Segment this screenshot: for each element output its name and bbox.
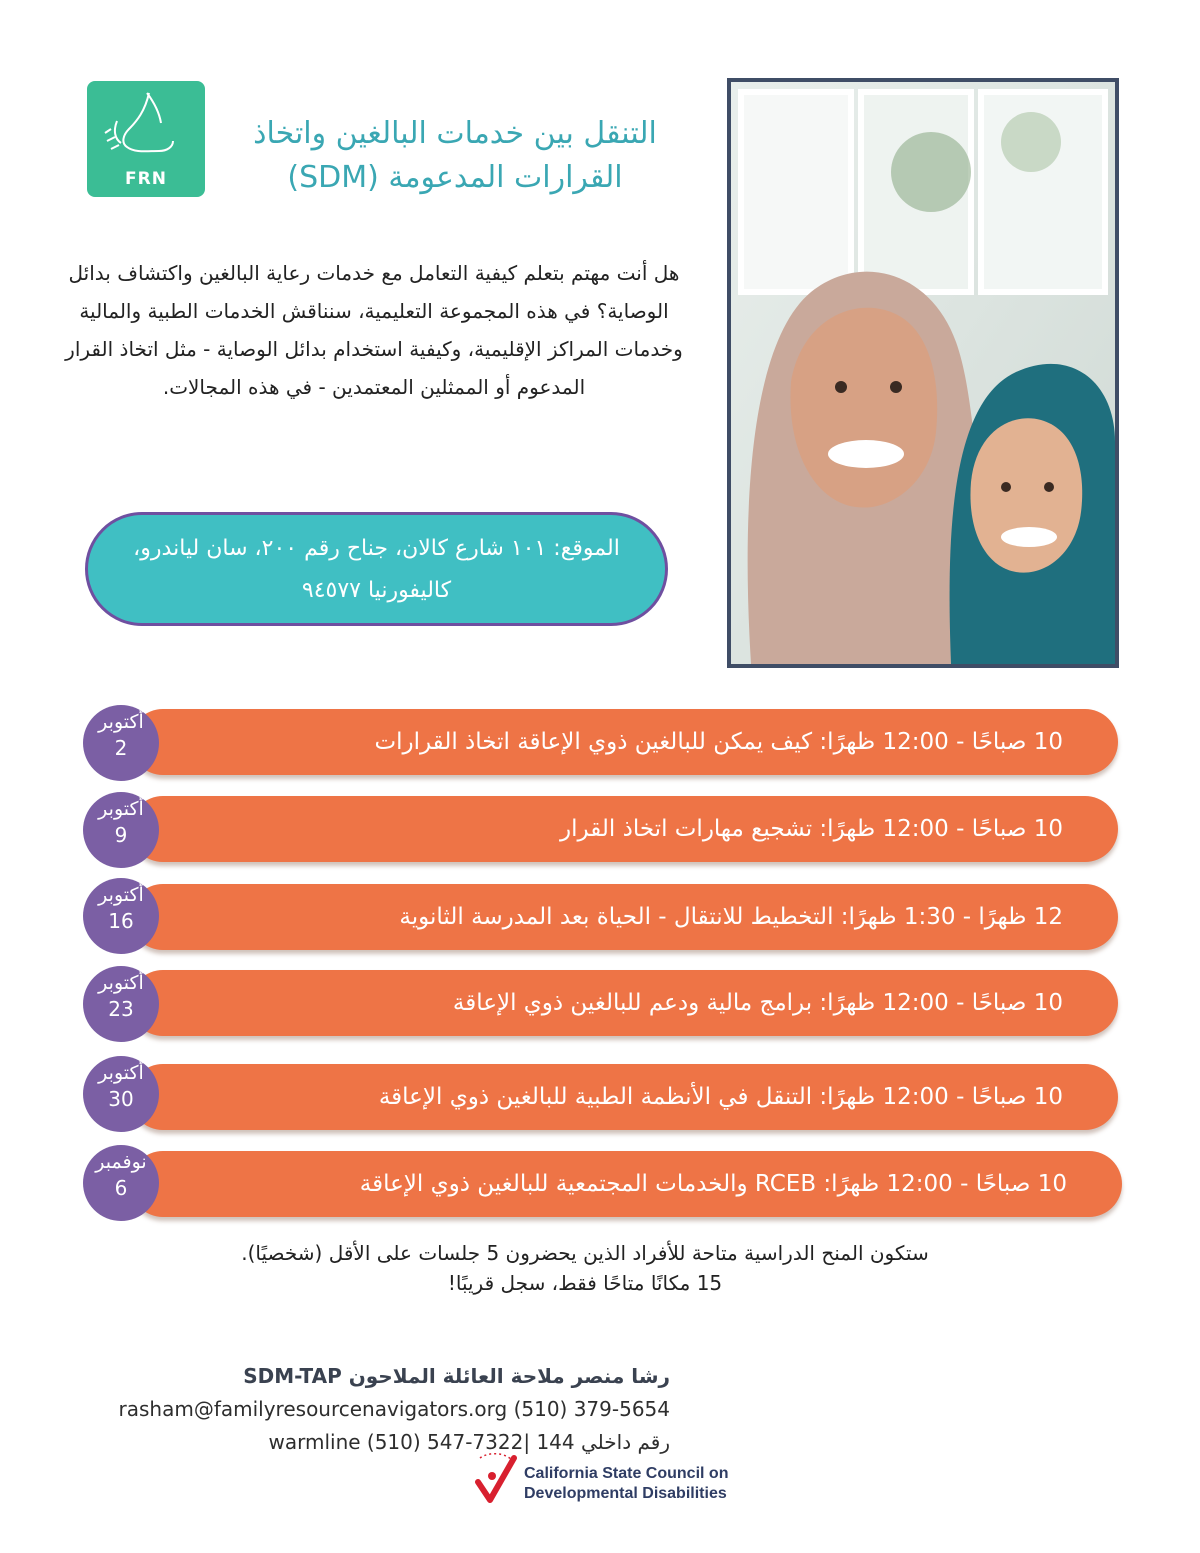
session-row-3 (130, 884, 1118, 950)
badge-day: 9 (114, 823, 128, 847)
intro-paragraph: هل أنت مهتم بتعلم كيفية التعامل مع خدمات رعاية البالغين واكتشاف بدائل الوصاية؟ في هذه المجموعة التعليمية، سنناقش الخدمات الطبية والمالية وخدمات المراكز الإقليمية، وكيفية استخدام بدائل الوصاية - مثل اتخاذ القرار المدعوم أو الممثلين المعتمدين - في هذه المجالات. (65, 261, 683, 399)
session-row-2 (130, 796, 1118, 862)
photo-illustration (731, 82, 1115, 664)
badge-day: 6 (114, 1176, 128, 1200)
location-banner (85, 512, 668, 626)
session-text: 10 صباحًا - 12:00 ظهرًا: كيف يمكن للبالغين ذوي الإعاقة اتخاذ القرارات (374, 729, 1063, 755)
scholarship-note (100, 1238, 1070, 1298)
badge-month: أكتوبر (98, 972, 144, 994)
council-logo (470, 1450, 790, 1514)
scholarship-line-1: ستكون المنح الدراسية متاحة للأفراد الذين يحضرون 5 جلسات على الأقل (شخصيًا). (241, 1241, 929, 1265)
session-row-1 (130, 709, 1118, 775)
session-date-badge-6 (83, 1145, 159, 1221)
session-row-6 (130, 1151, 1122, 1217)
badge-month: نوفمبر (95, 1151, 147, 1173)
session-text: 10 صباحًا - 12:00 ظهرًا: RCEB والخدمات المجتمعية للبالغين ذوي الإعاقة (359, 1171, 1067, 1197)
session-date-badge-3 (83, 878, 159, 954)
badge-month: أكتوبر (98, 1062, 144, 1084)
session-date-badge-4 (83, 966, 159, 1042)
logo-text: FRN (125, 169, 167, 189)
badge-day: 30 (108, 1087, 134, 1111)
session-date-badge-1 (83, 705, 159, 781)
badge-month: أكتوبر (98, 884, 144, 906)
scholarship-line-2: 15 مكانًا متاحًا فقط، سجل قريبًا! (447, 1271, 723, 1295)
session-text: 10 صباحًا - 12:00 ظهرًا: تشجيع مهارات اتخاذ القرار (560, 816, 1063, 842)
page-title: التنقل بين خدمات البالغين واتخاذ القرارات المدعومة (SDM) (253, 116, 657, 195)
session-date-badge-5 (83, 1056, 159, 1132)
session-text: 10 صباحًا - 12:00 ظهرًا: التنقل في الأنظمة الطبية للبالغين ذوي الإعاقة (378, 1084, 1063, 1110)
location-text: الموقع: ١٠١ شارع كالان، جناح رقم ٢٠٠، سان لياندرو، كاليفورنيا ٩٤٥٧٧ (133, 536, 620, 603)
session-text: 10 صباحًا - 12:00 ظهرًا: برامج مالية ودعم للبالغين ذوي الإعاقة (452, 990, 1063, 1016)
council-name: California State Council on Developmental Disabilities (524, 1465, 729, 1502)
checkmark-person-icon (470, 1450, 520, 1514)
session-date-badge-2 (83, 792, 159, 868)
badge-month: أكتوبر (98, 798, 144, 820)
hero-photo (727, 78, 1119, 668)
session-row-4 (130, 970, 1118, 1036)
contact-warmline[interactable]: رقم داخلي 144 |warmline (510) 547-7322 (268, 1430, 670, 1454)
badge-day: 23 (108, 997, 134, 1021)
contact-email-phone[interactable]: rasham@familyresourcenavigators.org (510) 379-5654 (118, 1397, 670, 1421)
contact-block (60, 1360, 670, 1459)
frn-logo (87, 81, 205, 197)
session-text: 12 ظهرًا - 1:30 ظهرًا: التخطيط للانتقال - الحياة بعد المدرسة الثانوية (399, 904, 1063, 930)
contact-name: رشا منصر ملاحة العائلة الملاحون SDM-TAP (243, 1364, 670, 1388)
session-row-5 (130, 1064, 1118, 1130)
badge-day: 2 (114, 736, 128, 760)
badge-day: 16 (108, 909, 134, 933)
badge-month: أكتوبر (98, 711, 144, 733)
